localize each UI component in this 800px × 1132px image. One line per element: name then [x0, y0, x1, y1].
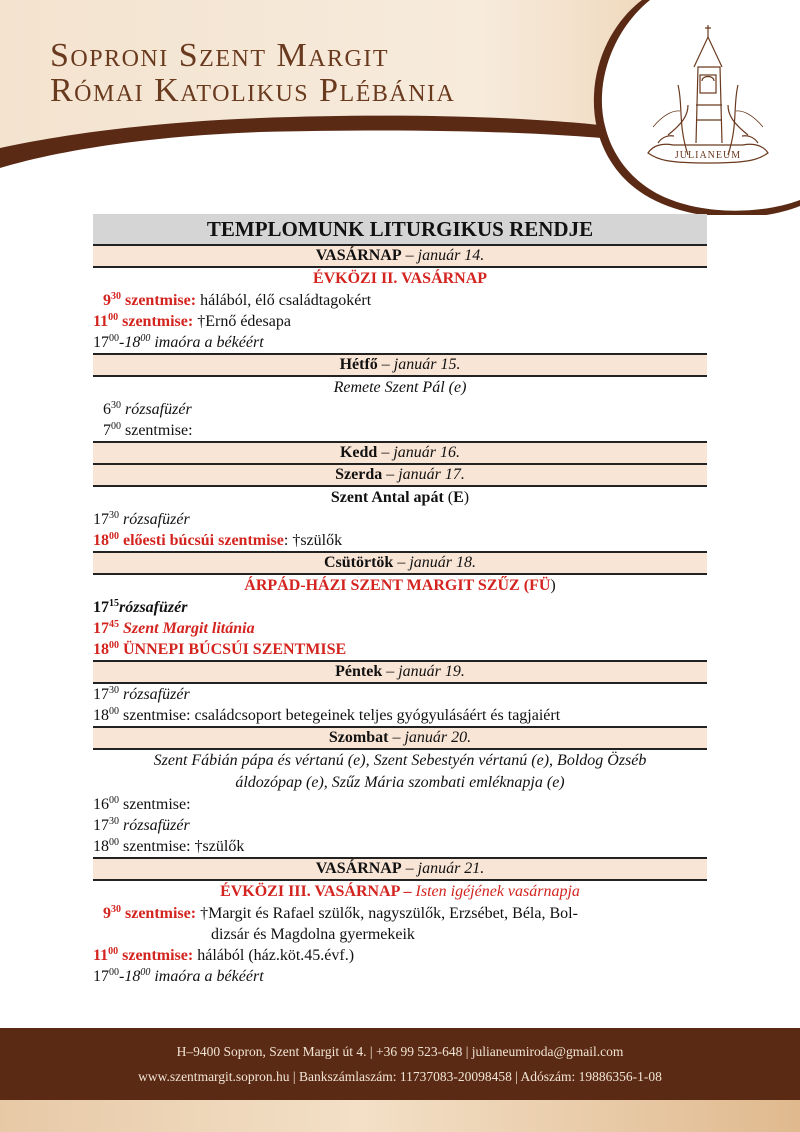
parish-name-line1: Soproni Szent Margit: [50, 37, 390, 74]
footer-contact: H–9400 Sopron, Szent Margit út 4. | +36 99 523-648 | julianeumiroda@gmail.com: [176, 1044, 624, 1059]
day-header-tuesday: Kedd – január 16.: [93, 441, 707, 465]
mass-entry: $18^{00}$ szentmise: családcsoport betegeinek teljes gyógyulásáért és tagjaiért: [93, 706, 561, 724]
day-header-saturday: Szombat – január 20.: [93, 726, 707, 750]
rosary-entry: $17^{30}$ rózsafüzér: [93, 510, 190, 528]
rosary-entry: $17^{30}$ rózsafüzér: [93, 816, 190, 834]
mass-entry: $18^{00}$ szentmise: †szülők: [93, 837, 245, 855]
footer: [0, 1028, 800, 1100]
prayer-entry: $17^{00}-18^{00}$ imaóra a békéért: [93, 333, 264, 351]
day-header-wednesday: Szerda – január 17.: [93, 465, 707, 487]
julianeum-tower-logo: [628, 15, 788, 175]
parish-name-line2: Római Katolikus Plébánia: [50, 72, 456, 109]
rosary-entry: $6^{30}$ rózsafüzér: [103, 400, 192, 418]
footer-bank-info: www.szentmargit.sopron.hu | Bankszámlaszám: 11737083-20098458 | Adószám: 19886356-1-08: [138, 1069, 662, 1084]
saint-of-day: Szent Fábián pápa és vértanú (e), Szent Sebestyén vértanú (e), Boldog Özséb: [153, 752, 647, 769]
mass-entry: $16^{00}$ szentmise:: [93, 795, 191, 813]
saint-of-day: Remete Szent Pál (e): [333, 379, 467, 396]
mass-entry-cont: dizsár és Magdolna gyermekeik: [211, 926, 415, 943]
schedule-title: TEMPLOMUNK LITURGIKUS RENDJE: [93, 214, 707, 246]
saint-of-day: Szent Antal apát (E): [330, 489, 470, 506]
mass-entry: $7^{00}$ szentmise:: [103, 421, 193, 439]
litany-entry: $17^{45}$ Szent Margit litánia: [93, 619, 255, 637]
day-header-sunday-jan21: VASÁRNAP – január 21.: [93, 857, 707, 881]
liturgy-schedule: [93, 214, 707, 987]
saint-of-day-cont: áldozópap (e), Szűz Mária szombati emléknapja (e): [235, 774, 565, 791]
day-header-thursday: Csütörtök – január 18.: [93, 551, 707, 575]
mass-entry: $11^{00}$ szentmise: †Ernő édesapa: [93, 312, 291, 330]
rosary-entry: $17^{15}rózsafüzér$: [93, 598, 188, 616]
prayer-entry: $17^{00}-18^{00}$ imaóra a békéért: [93, 967, 264, 985]
mass-entry: $18^{00}$ előesti búcsúi szentmise: †szülők: [93, 531, 343, 549]
feast-title: ÉVKÖZI II. VASÁRNAP: [312, 270, 488, 287]
mass-entry: $18^{00}$ ÜNNEPI BÚCSÚI SZENTMISE: [93, 640, 347, 658]
mass-entry: $11^{00}$ szentmise: hálából (ház.köt.45.évf.): [93, 946, 355, 964]
mass-entry: $9^{30}$ szentmise: †Margit és Rafael szülők, nagyszülők, Erzsébet, Béla, Bol-: [103, 904, 578, 922]
parish-name: [50, 38, 455, 108]
feast-title: ÉVKÖZI III. VASÁRNAP – Isten igéjének vasárnapja: [220, 883, 580, 900]
day-header-monday: Hétfő – január 15.: [93, 353, 707, 377]
day-header-sunday-jan14: VASÁRNAP – január 14.: [93, 246, 707, 268]
day-header-friday: Péntek – január 19.: [93, 660, 707, 684]
mass-entry: $9^{30}$ szentmise: hálából, élő családtagokért: [103, 291, 372, 309]
bottom-decor-band: [0, 1100, 800, 1132]
feast-title: ÁRPÁD-HÁZI SZENT MARGIT SZŰZ (FÜ): [244, 577, 556, 594]
rosary-entry: $17^{30}$ rózsafüzér: [93, 685, 190, 703]
logo-text: JULIANEUM: [674, 150, 742, 161]
